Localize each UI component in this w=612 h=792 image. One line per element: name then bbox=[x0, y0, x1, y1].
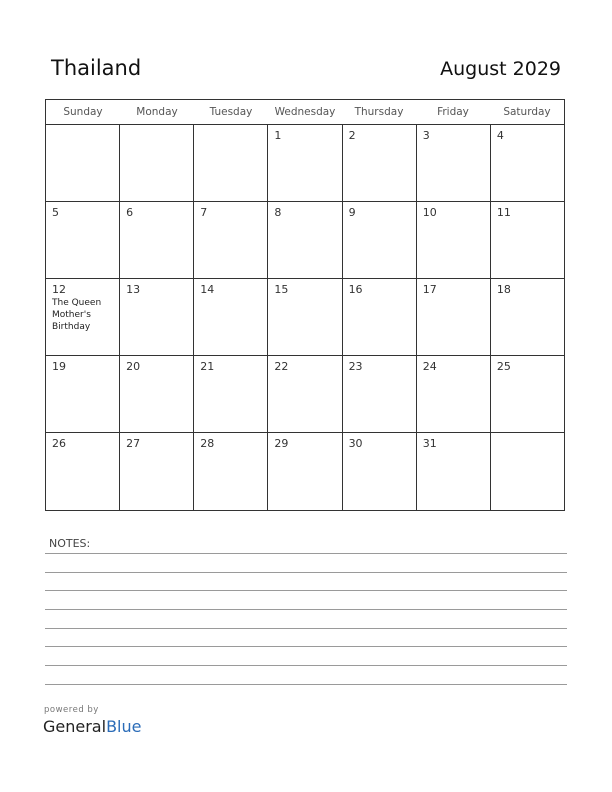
day-number: 7 bbox=[200, 206, 208, 219]
day-cell bbox=[268, 125, 342, 201]
day-cell bbox=[194, 125, 268, 201]
day-number: 8 bbox=[274, 206, 282, 219]
day-number: 19 bbox=[52, 360, 66, 373]
day-number: 16 bbox=[348, 283, 363, 296]
day-cell bbox=[417, 356, 491, 432]
weekday-tuesday: Tuesday bbox=[209, 106, 253, 118]
day-number: 13 bbox=[126, 283, 141, 296]
day-cell bbox=[268, 279, 342, 355]
weekday-wednesday: Wednesday bbox=[274, 106, 336, 118]
day-cell bbox=[417, 125, 491, 201]
day-cell bbox=[417, 279, 491, 355]
day-number: 30 bbox=[348, 437, 363, 450]
notes-line[interactable] bbox=[45, 572, 567, 573]
weekday-friday: Friday bbox=[437, 106, 469, 118]
day-cell bbox=[46, 202, 120, 278]
day-cell bbox=[417, 433, 491, 510]
day-number: 15 bbox=[274, 283, 289, 296]
notes-label: NOTES: bbox=[49, 537, 91, 550]
day-cell bbox=[120, 433, 194, 510]
weekday-monday: Monday bbox=[136, 106, 178, 118]
day-number: 11 bbox=[496, 206, 511, 219]
day-cell bbox=[343, 125, 417, 201]
day-number: 29 bbox=[274, 437, 289, 450]
day-number: 20 bbox=[126, 360, 141, 373]
day-number: 14 bbox=[200, 283, 215, 296]
day-number: 12 bbox=[52, 283, 66, 296]
day-number: 5 bbox=[52, 206, 59, 219]
week-row bbox=[46, 125, 564, 202]
day-cell bbox=[120, 125, 194, 201]
day-cell bbox=[120, 356, 194, 432]
day-cell bbox=[491, 433, 564, 510]
day-number: 23 bbox=[348, 360, 363, 373]
week-row bbox=[46, 202, 564, 279]
week-row bbox=[46, 279, 564, 356]
week-row bbox=[46, 433, 564, 510]
generalblue-logo[interactable] bbox=[43, 717, 141, 736]
day-cell bbox=[268, 433, 342, 510]
weekday-header-row bbox=[46, 100, 564, 125]
weekday-sunday: Sunday bbox=[63, 106, 103, 118]
day-number: 18 bbox=[496, 283, 511, 296]
day-cell bbox=[120, 202, 194, 278]
day-number: 25 bbox=[496, 360, 511, 373]
day-cell bbox=[194, 356, 268, 432]
notes-line[interactable] bbox=[45, 665, 567, 666]
notes-line[interactable] bbox=[45, 553, 567, 554]
day-number: 27 bbox=[126, 437, 141, 450]
day-cell bbox=[268, 202, 342, 278]
logo-text-blue: Blue bbox=[106, 717, 142, 736]
logo-text-general: General bbox=[43, 717, 107, 736]
day-cell bbox=[268, 356, 342, 432]
day-cell bbox=[491, 279, 564, 355]
day-number: 22 bbox=[274, 360, 289, 373]
day-number: 10 bbox=[422, 206, 437, 219]
week-row bbox=[46, 356, 564, 433]
day-number: 26 bbox=[52, 437, 66, 450]
day-cell bbox=[491, 202, 564, 278]
day-cell bbox=[46, 356, 120, 432]
day-number: 6 bbox=[126, 206, 134, 219]
day-number: 2 bbox=[348, 129, 356, 142]
notes-line[interactable] bbox=[45, 590, 567, 591]
day-cell bbox=[343, 433, 417, 510]
calendar-grid bbox=[45, 99, 565, 511]
day-cell bbox=[46, 279, 120, 355]
day-number: 4 bbox=[496, 129, 504, 142]
day-cell bbox=[194, 433, 268, 510]
notes-line[interactable] bbox=[45, 609, 567, 610]
day-number: 28 bbox=[200, 437, 215, 450]
day-number: 24 bbox=[422, 360, 437, 373]
notes-line[interactable] bbox=[45, 684, 567, 685]
day-cell bbox=[343, 356, 417, 432]
day-cell bbox=[46, 433, 120, 510]
day-cell bbox=[491, 125, 564, 201]
powered-by-text: powered by bbox=[44, 705, 99, 715]
day-number: 1 bbox=[274, 129, 282, 142]
day-cell bbox=[343, 279, 417, 355]
day-number: 9 bbox=[348, 206, 356, 219]
holiday-label: The Queen Mother's Birthday bbox=[52, 298, 102, 332]
day-cell bbox=[194, 279, 268, 355]
day-number: 31 bbox=[422, 437, 437, 450]
day-cell bbox=[194, 202, 268, 278]
day-number: 17 bbox=[422, 283, 437, 296]
day-number: 21 bbox=[200, 360, 215, 373]
weekday-saturday: Saturday bbox=[503, 106, 551, 118]
day-cell bbox=[46, 125, 120, 201]
notes-line[interactable] bbox=[45, 646, 567, 647]
day-number: 3 bbox=[422, 129, 430, 142]
day-cell bbox=[343, 202, 417, 278]
month-title: August 2029 bbox=[440, 58, 561, 80]
day-cell bbox=[120, 279, 194, 355]
notes-line[interactable] bbox=[45, 628, 567, 629]
day-cell bbox=[491, 356, 564, 432]
country-title: Thailand bbox=[51, 56, 142, 80]
day-cell bbox=[417, 202, 491, 278]
weekday-thursday: Thursday bbox=[354, 106, 404, 118]
